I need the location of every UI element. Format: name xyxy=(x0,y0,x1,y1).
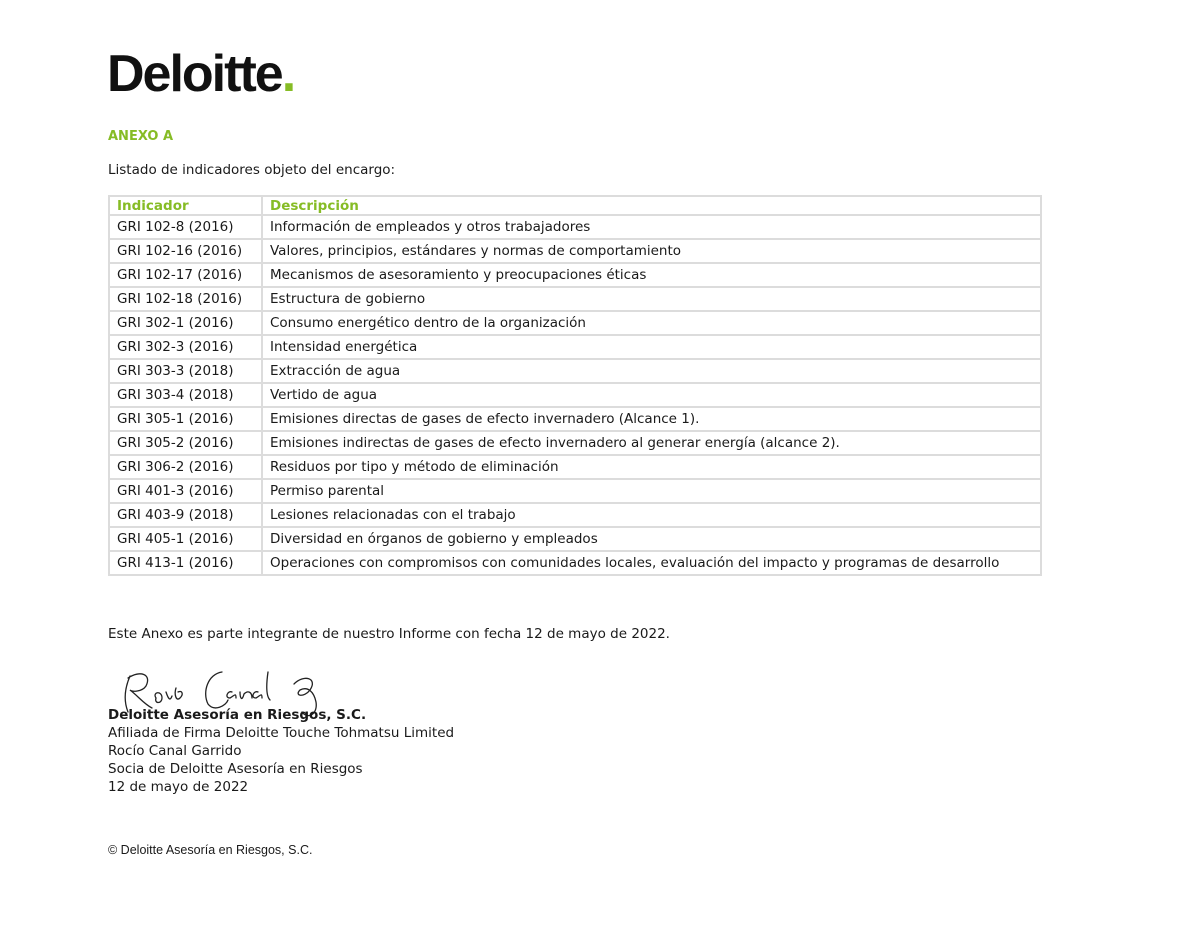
table-row xyxy=(109,263,1041,287)
annex-title: ANEXO A xyxy=(108,129,174,144)
table-row xyxy=(109,407,1041,431)
indicator-code: GRI 405-1 (2016) xyxy=(109,527,262,551)
indicator-code: GRI 302-3 (2016) xyxy=(109,335,262,359)
header-indicador: Indicador xyxy=(109,196,262,215)
table-header-row xyxy=(109,196,1041,215)
table-body xyxy=(109,215,1041,575)
table-row xyxy=(109,479,1041,503)
table-row xyxy=(109,551,1041,575)
table-row xyxy=(109,287,1041,311)
indicator-description: Residuos por tipo y método de eliminación xyxy=(262,455,1041,479)
indicator-description: Permiso parental xyxy=(262,479,1041,503)
indicator-description: Mecanismos de asesoramiento y preocupaciones éticas xyxy=(262,263,1041,287)
table-row xyxy=(109,311,1041,335)
indicator-code: GRI 413-1 (2016) xyxy=(109,551,262,575)
indicator-description: Valores, principios, estándares y normas de comportamiento xyxy=(262,239,1041,263)
indicator-description: Información de empleados y otros trabajadores xyxy=(262,215,1041,239)
closing-statement: Este Anexo es parte integrante de nuestro Informe con fecha 12 de mayo de 2022. xyxy=(108,626,670,642)
indicator-description: Intensidad energética xyxy=(262,335,1041,359)
indicator-description: Estructura de gobierno xyxy=(262,287,1041,311)
table-row xyxy=(109,455,1041,479)
affiliation: Afiliada de Firma Deloitte Touche Tohmatsu Limited xyxy=(108,725,455,741)
indicator-description: Emisiones directas de gases de efecto invernadero (Alcance 1). xyxy=(262,407,1041,431)
firm-name: Deloitte Asesoría en Riesgos, S.C. xyxy=(108,707,367,723)
indicator-code: GRI 305-1 (2016) xyxy=(109,407,262,431)
signature-date: 12 de mayo de 2022 xyxy=(108,779,249,795)
indicator-code: GRI 305-2 (2016) xyxy=(109,431,262,455)
indicator-description: Vertido de agua xyxy=(262,383,1041,407)
indicator-description: Consumo energético dentro de la organización xyxy=(262,311,1041,335)
indicator-description: Emisiones indirectas de gases de efecto invernadero al generar energía (alcance 2). xyxy=(262,431,1041,455)
indicator-code: GRI 306-2 (2016) xyxy=(109,455,262,479)
signer-name: Rocío Canal Garrido xyxy=(108,743,242,759)
indicator-description: Diversidad en órganos de gobierno y empleados xyxy=(262,527,1041,551)
indicator-code: GRI 303-3 (2018) xyxy=(109,359,262,383)
table-row xyxy=(109,527,1041,551)
logo-text: Deloitte xyxy=(107,45,282,103)
indicator-description: Lesiones relacionadas con el trabajo xyxy=(262,503,1041,527)
table-row xyxy=(109,359,1041,383)
indicator-code: GRI 401-3 (2016) xyxy=(109,479,262,503)
table-row xyxy=(109,335,1041,359)
indicator-code: GRI 102-16 (2016) xyxy=(109,239,262,263)
indicators-table xyxy=(108,195,1042,576)
indicator-code: GRI 302-1 (2016) xyxy=(109,311,262,335)
deloitte-logo xyxy=(107,45,295,103)
signer-role: Socia de Deloitte Asesoría en Riesgos xyxy=(108,761,363,777)
header-descripcion: Descripción xyxy=(262,196,1041,215)
indicator-code: GRI 102-17 (2016) xyxy=(109,263,262,287)
table-row xyxy=(109,383,1041,407)
copyright: © Deloitte Asesoría en Riesgos, S.C. xyxy=(108,843,313,857)
indicator-code: GRI 102-8 (2016) xyxy=(109,215,262,239)
table-row xyxy=(109,239,1041,263)
signature-block xyxy=(108,706,454,796)
indicator-description: Extracción de agua xyxy=(262,359,1041,383)
table-row xyxy=(109,215,1041,239)
logo-dot: . xyxy=(281,45,295,103)
indicator-description: Operaciones con compromisos con comunidades locales, evaluación del impacto y programas de desarrollo xyxy=(262,551,1041,575)
indicator-code: GRI 303-4 (2018) xyxy=(109,383,262,407)
table-row xyxy=(109,503,1041,527)
intro-text: Listado de indicadores objeto del encargo: xyxy=(108,162,396,178)
table-row xyxy=(109,431,1041,455)
indicator-code: GRI 102-18 (2016) xyxy=(109,287,262,311)
indicator-code: GRI 403-9 (2018) xyxy=(109,503,262,527)
